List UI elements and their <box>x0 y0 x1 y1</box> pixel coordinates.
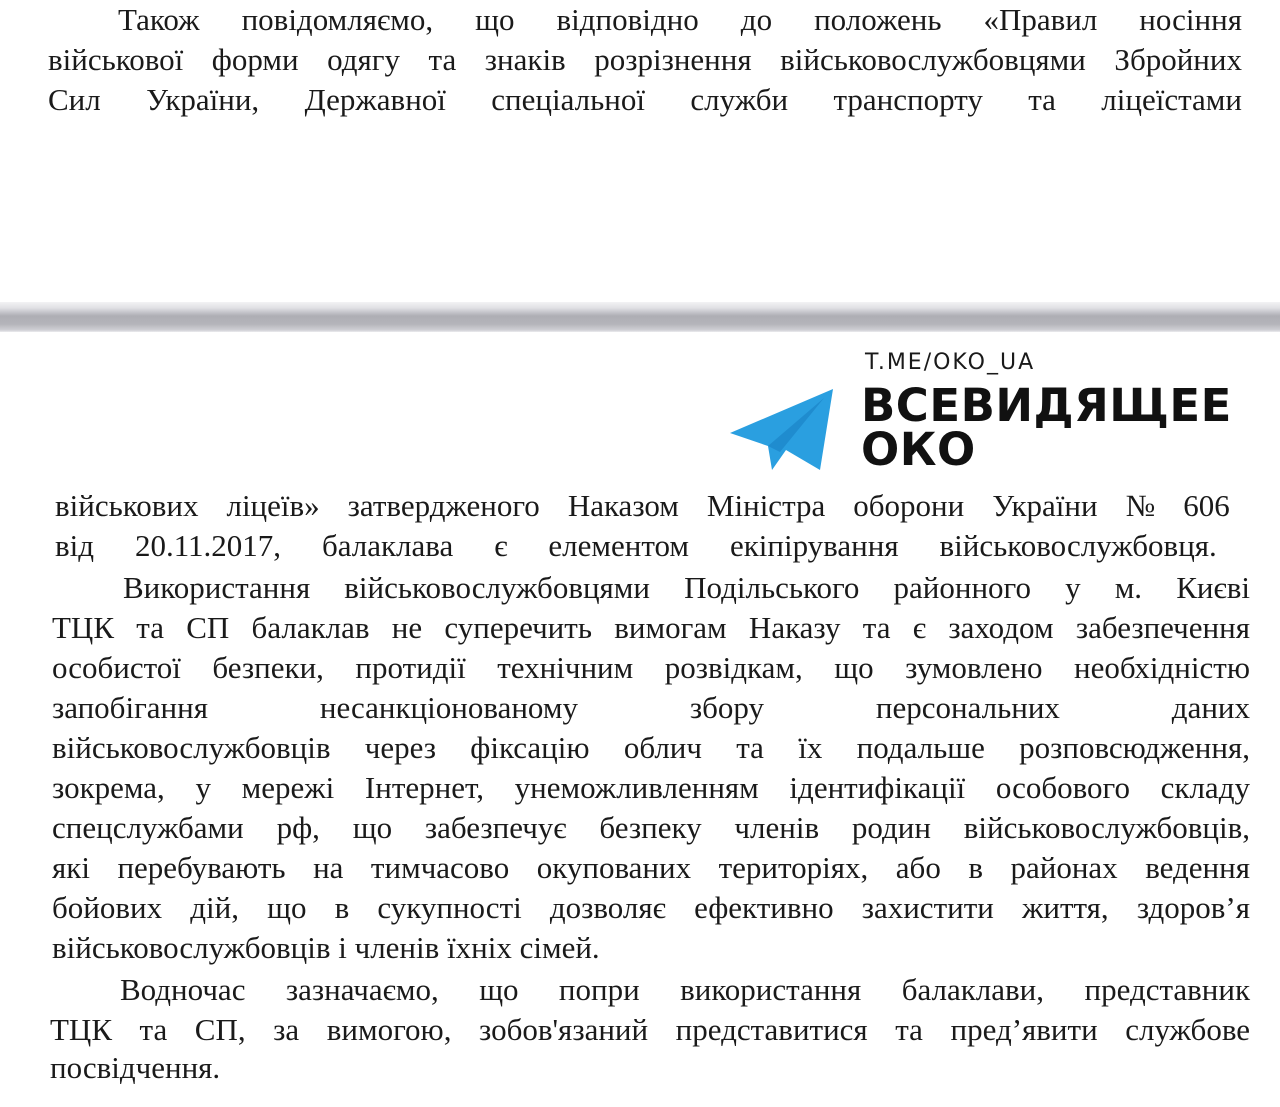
text-run: зокрема, у мережі Інтернет, унеможливленням ідентифікації особового складу <box>52 770 1250 805</box>
text-word: спеціальної <box>491 82 645 117</box>
text-line <box>0 486 1280 526</box>
text-word: ліцеїстами <box>1101 82 1242 117</box>
watermark-name-line1: ВСЕВИДЯЩЕЕ <box>861 379 1232 432</box>
text-run: ТЦК та СП, за вимогою, зобов'язаний представитися та пред’явити службове <box>50 1012 1251 1047</box>
watermark-name-line2: ОКО <box>861 423 976 476</box>
text-word: Водночас <box>120 972 246 1007</box>
text-run: спецслужбами рф, що забезпечує безпеку членів родин військовослужбовців, <box>52 810 1250 845</box>
text-word: м. <box>1114 570 1143 605</box>
text-word: повідомляємо, <box>241 2 434 37</box>
text-word: що <box>475 2 515 37</box>
text-line <box>0 648 1280 688</box>
text-word: персональних <box>875 690 1060 725</box>
text-word: Використання <box>123 570 311 605</box>
text-word: даних <box>1171 690 1251 725</box>
text-line <box>0 1048 1280 1088</box>
text-run: від 20.11.2017, балаклава є елементом екіпірування військовослужбовця. <box>55 528 1217 563</box>
text-run: військових ліцеїв» затвердженого Наказом Міністра оборони України № 606 <box>55 488 1230 523</box>
text-word: несанкціонованому <box>319 690 578 725</box>
text-line <box>0 526 1280 566</box>
text-line <box>0 80 1280 120</box>
text-line <box>0 688 1280 728</box>
text-word: балаклави, <box>901 972 1044 1007</box>
text-line <box>0 40 1280 80</box>
text-run: військовослужбовців через фіксацію облич та їх подальше розповсюдження, <box>52 730 1250 765</box>
text-word: запобігання <box>52 690 208 725</box>
text-word: Також <box>118 2 200 37</box>
text-word: Києві <box>1176 570 1251 605</box>
text-word: військовослужбовцями <box>344 570 651 605</box>
text-word: служби <box>690 82 789 117</box>
text-line <box>0 608 1280 648</box>
watermark-handle: T.ME/OKO_UA <box>865 350 1036 375</box>
text-line <box>0 768 1280 808</box>
text-word: зазначаємо, <box>285 972 439 1007</box>
text-word: збору <box>689 690 764 725</box>
telegram-plane-icon <box>728 384 838 476</box>
text-line <box>0 568 1280 608</box>
text-line <box>0 0 1280 40</box>
text-word: носіння <box>1139 2 1242 37</box>
text-word: та <box>1028 82 1056 117</box>
text-word: представник <box>1084 972 1251 1007</box>
text-run: військовослужбовців і членів їхніх сімей. <box>52 930 600 965</box>
text-word: попри <box>558 972 640 1007</box>
text-word: що <box>479 972 519 1007</box>
text-word: України, <box>146 82 260 117</box>
text-line <box>0 970 1280 1010</box>
text-line <box>0 848 1280 888</box>
text-line <box>0 1010 1280 1050</box>
text-word: використання <box>680 972 862 1007</box>
text-word: «Правил <box>983 2 1098 37</box>
text-line <box>0 808 1280 848</box>
watermark <box>728 350 1232 480</box>
page-separator <box>0 302 1280 332</box>
text-word: Державної <box>304 82 446 117</box>
text-word: положень <box>814 2 942 37</box>
text-run: які перебувають на тимчасово окупованих територіях, або в районах ведення <box>52 850 1250 885</box>
text-word: транспорту <box>833 82 983 117</box>
text-run: бойових дій, що в сукупності дозволяє ефективно захистити життя, здоров’я <box>52 890 1251 925</box>
text-line <box>0 928 1280 968</box>
text-run: військової форми одягу та знаків розрізнення військовослужбовцями Збройних <box>48 42 1242 77</box>
text-run: особистої безпеки, протидії технічним розвідкам, що зумовлено необхідністю <box>52 650 1250 685</box>
text-word: відповідно <box>556 2 699 37</box>
text-line <box>0 728 1280 768</box>
text-word: до <box>740 2 773 37</box>
text-line <box>0 888 1280 928</box>
text-word: районного <box>893 570 1031 605</box>
text-word: Подільського <box>684 570 860 605</box>
text-run: ТЦК та СП балаклав не суперечить вимогам Наказу та є заходом забезпечення <box>52 610 1250 645</box>
text-word: у <box>1065 570 1081 605</box>
text-word: Сил <box>48 82 101 117</box>
text-run: посвідчення. <box>50 1050 221 1085</box>
